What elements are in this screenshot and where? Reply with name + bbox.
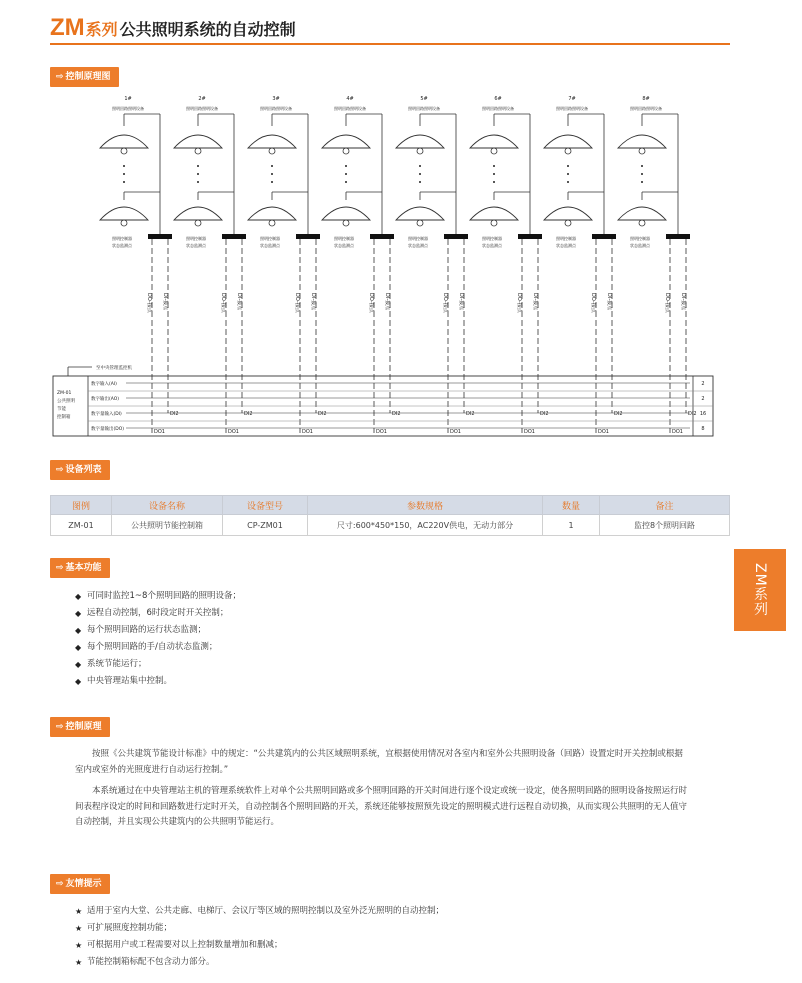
arrow-icon: ⇨ [56, 722, 64, 732]
tips-list [75, 903, 444, 971]
list-item [75, 639, 241, 656]
arrow-icon: ⇨ [56, 465, 64, 475]
title-zm: ZM [50, 14, 85, 41]
loop-number: 3# [272, 96, 280, 102]
star-bullet-icon: ★ [75, 907, 83, 916]
di-mark: DI2 [614, 411, 623, 417]
pendant-lamp-icon [470, 207, 518, 220]
di-mark: DI2 [688, 411, 697, 417]
signal-label-do: DO-接点 [146, 293, 152, 313]
list-item [75, 622, 241, 639]
relay-label: 照明控制器 [334, 236, 354, 241]
pendant-lamp-icon [100, 207, 148, 220]
relay-label: 照明控制器 [482, 236, 502, 241]
panel-row-label: 数字输入(AI) [91, 382, 117, 387]
pendant-lamp-icon [322, 207, 370, 220]
ellipsis-dot [123, 165, 125, 167]
ellipsis-dot [345, 173, 347, 175]
relay-label: 照明控制器 [112, 236, 132, 241]
star-bullet-icon: ★ [75, 924, 83, 933]
side-series-tab: ZM系列 [734, 549, 786, 631]
col-remark: 备注 [600, 496, 730, 515]
signal-label-di: DI-接点 [680, 293, 686, 311]
ellipsis-dot [123, 173, 125, 175]
ellipsis-dot [641, 181, 643, 183]
section-principle-header [50, 717, 110, 737]
feedback-label: 状态监测点 [112, 243, 132, 248]
loop-number: 7# [568, 96, 576, 102]
relay-bar [296, 234, 320, 239]
pendant-lamp-icon [248, 135, 296, 148]
cell-qty: 1 [543, 515, 600, 536]
pendant-lamp-icon [470, 135, 518, 148]
ellipsis-dot [567, 173, 569, 175]
diamond-bullet-icon: ◆ [75, 609, 82, 618]
control-diagram [50, 88, 730, 448]
pendant-lamp-icon [248, 207, 296, 220]
do-mark: DO1 [672, 429, 683, 435]
pendant-lamp-icon [396, 207, 444, 220]
ellipsis-dot [271, 173, 273, 175]
signal-label-di: DI-接点 [236, 293, 242, 311]
diamond-bullet-icon: ◆ [75, 592, 82, 601]
lamp-bulb-icon [565, 148, 571, 154]
relay-bar [444, 234, 468, 239]
loop-number: 6# [494, 96, 502, 102]
lamp-bulb-icon [121, 148, 127, 154]
lamp-bulb-icon [417, 220, 423, 226]
panel-row-label: 数字量输入(DI) [91, 412, 122, 417]
di-mark: DI2 [392, 411, 401, 417]
col-name: 设备名称 [112, 496, 223, 515]
section-devices-header [50, 460, 110, 480]
ellipsis-dot [271, 181, 273, 183]
signal-label-di: DI-接点 [162, 293, 168, 311]
ellipsis-dot [641, 165, 643, 167]
functions-list [75, 588, 241, 690]
function-text: 远程自动控制，6时段定时开关控制； [87, 608, 229, 618]
loop-number: 4# [346, 96, 354, 102]
title-main: 公共照明系统的自动控制 [119, 20, 296, 39]
diamond-bullet-icon: ◆ [75, 626, 82, 635]
signal-label-di: DI-接点 [384, 293, 390, 311]
list-item [75, 903, 444, 920]
signal-label-do: DO-接点 [664, 293, 670, 313]
section-principle-label: 控制原理 [65, 722, 102, 732]
loop-number: 1# [124, 96, 132, 102]
section-devices-label: 设备列表 [65, 465, 102, 475]
col-model: 设备型号 [223, 496, 308, 515]
loop-device-label: 照明回路照明设备 [260, 106, 292, 111]
lamp-bulb-icon [639, 220, 645, 226]
ellipsis-dot [419, 181, 421, 183]
ellipsis-dot [123, 181, 125, 183]
cell-spec: 尺寸:600*450*150，AC220V供电，无动力部分 [308, 515, 543, 536]
do-mark: DO1 [154, 429, 165, 435]
ellipsis-dot [567, 165, 569, 167]
pendant-lamp-icon [544, 135, 592, 148]
panel-row-count: 2 [701, 396, 705, 402]
lamp-bulb-icon [565, 220, 571, 226]
feedback-label: 状态监测点 [260, 243, 280, 248]
table-header-row [51, 496, 730, 515]
panel-title: ZM-01 [57, 391, 72, 396]
cell-name: 公共照明节能控制箱 [112, 515, 223, 536]
relay-bar [592, 234, 616, 239]
loop-device-label: 照明回路照明设备 [556, 106, 588, 111]
do-mark: DO1 [450, 429, 461, 435]
tip-text: 适用于室内大堂、公共走廊、电梯厅、会议厅等区域的照明控制以及室外泛光照明的自动控制； [87, 906, 445, 916]
list-item [75, 673, 241, 690]
bus-label: 至中央管理监控机 [96, 366, 132, 371]
relay-label: 照明控制器 [630, 236, 650, 241]
relay-label: 照明控制器 [260, 236, 280, 241]
relay-bar [148, 234, 172, 239]
signal-label-do: DO-接点 [442, 293, 448, 313]
di-mark: DI2 [540, 411, 549, 417]
di-mark: DI2 [466, 411, 475, 417]
ellipsis-dot [641, 173, 643, 175]
signal-label-di: DI-接点 [458, 293, 464, 311]
lamp-bulb-icon [343, 220, 349, 226]
lamp-bulb-icon [269, 148, 275, 154]
section-diagram-label: 控制原理图 [65, 72, 111, 82]
section-functions-label: 基本功能 [65, 563, 102, 573]
lamp-bulb-icon [195, 220, 201, 226]
loop-device-label: 照明回路照明设备 [334, 106, 366, 111]
panel-row-count: 2 [701, 381, 705, 387]
lamp-bulb-icon [491, 148, 497, 154]
pendant-lamp-icon [618, 207, 666, 220]
col-spec: 参数规格 [308, 496, 543, 515]
col-legend: 图例 [51, 496, 112, 515]
panel-title-3: 节能 [57, 407, 66, 412]
lamp-bulb-icon [639, 148, 645, 154]
title-rule [50, 43, 730, 45]
ellipsis-dot [197, 165, 199, 167]
lamp-bulb-icon [269, 220, 275, 226]
do-mark: DO1 [228, 429, 239, 435]
feedback-label: 状态监测点 [334, 243, 354, 248]
relay-label: 照明控制器 [408, 236, 428, 241]
relay-label: 照明控制器 [556, 236, 576, 241]
pendant-lamp-icon [174, 207, 222, 220]
relay-bar [222, 234, 246, 239]
relay-label: 照明控制器 [186, 236, 206, 241]
panel-title-4: 控制箱 [57, 415, 71, 420]
loop-device-label: 照明回路照明设备 [482, 106, 514, 111]
function-text: 每个照明回路的运行状态监测； [87, 625, 207, 635]
ellipsis-dot [419, 165, 421, 167]
panel-row-count: 16 [699, 411, 707, 417]
diamond-bullet-icon: ◆ [75, 660, 82, 669]
signal-label-do: DO-接点 [516, 293, 522, 313]
device-table [50, 495, 730, 536]
pendant-lamp-icon [618, 135, 666, 148]
ellipsis-dot [345, 181, 347, 183]
function-text: 每个照明回路的手/自动状态监测； [87, 642, 218, 652]
relay-bar [370, 234, 394, 239]
ellipsis-dot [419, 173, 421, 175]
arrow-icon: ⇨ [56, 72, 64, 82]
loop-device-label: 照明回路照明设备 [112, 106, 144, 111]
principle-paragraph-1: 按照《公共建筑节能设计标准》中的规定：“公共建筑内的公共区域照明系统，宜根据使用情况对各室内和室外公共照明设备（回路）设置定时开关控制或根据室内或室外的光照度进行自动运行控制。” [75, 749, 683, 775]
loop-number: 5# [420, 96, 428, 102]
lamp-bulb-icon [343, 148, 349, 154]
ellipsis-dot [567, 181, 569, 183]
cell-model: CP-ZM01 [223, 515, 308, 536]
col-qty: 数量 [543, 496, 600, 515]
list-item [75, 656, 241, 673]
function-text: 中央管理站集中控制。 [87, 676, 173, 686]
loop-number: 2# [198, 96, 206, 102]
relay-bar [666, 234, 690, 239]
di-mark: DI2 [170, 411, 179, 417]
lamp-bulb-icon [491, 220, 497, 226]
loop-device-label: 照明回路照明设备 [186, 106, 218, 111]
cell-legend: ZM-01 [51, 515, 112, 536]
ellipsis-dot [197, 181, 199, 183]
relay-bar [518, 234, 542, 239]
arrow-icon: ⇨ [56, 563, 64, 573]
diamond-bullet-icon: ◆ [75, 677, 82, 686]
signal-label-di: DI-接点 [606, 293, 612, 311]
signal-label-di: DI-接点 [310, 293, 316, 311]
loop-device-label: 照明回路照明设备 [408, 106, 440, 111]
section-tips-label: 友情提示 [65, 879, 102, 889]
list-item [75, 605, 241, 622]
function-text: 系统节能运行； [87, 659, 147, 669]
tip-text: 可根据用户或工程需要对以上控制数量增加和删减； [87, 940, 283, 950]
tip-text: 可扩展照度控制功能； [87, 923, 173, 933]
feedback-label: 状态监测点 [556, 243, 576, 248]
tip-text: 节能控制箱标配不包含动力部分。 [87, 957, 215, 967]
ellipsis-dot [493, 173, 495, 175]
do-mark: DO1 [598, 429, 609, 435]
list-item [75, 937, 444, 954]
panel-title-2: 公共照明 [57, 399, 75, 404]
ellipsis-dot [493, 181, 495, 183]
table-row [51, 515, 730, 536]
pendant-lamp-icon [174, 135, 222, 148]
feedback-label: 状态监测点 [482, 243, 502, 248]
signal-label-do: DO-接点 [220, 293, 226, 313]
di-mark: DI2 [318, 411, 327, 417]
section-functions-header [50, 558, 110, 578]
pendant-lamp-icon [544, 207, 592, 220]
star-bullet-icon: ★ [75, 941, 83, 950]
lamp-bulb-icon [195, 148, 201, 154]
ellipsis-dot [197, 173, 199, 175]
di-mark: DI2 [244, 411, 253, 417]
page-title [50, 14, 296, 44]
pendant-lamp-icon [322, 135, 370, 148]
lamp-bulb-icon [417, 148, 423, 154]
feedback-label: 状态监测点 [186, 243, 206, 248]
panel-row-label: 数字输出(AO) [91, 397, 120, 402]
function-text: 可同时监控1~8个照明回路的照明设备； [87, 591, 241, 601]
section-tips-header [50, 874, 110, 894]
ellipsis-dot [493, 165, 495, 167]
star-bullet-icon: ★ [75, 958, 83, 967]
loop-device-label: 照明回路照明设备 [630, 106, 662, 111]
signal-label-do: DO-接点 [368, 293, 374, 313]
signal-label-di: DI-接点 [532, 293, 538, 311]
do-mark: DO1 [376, 429, 387, 435]
ellipsis-dot [271, 165, 273, 167]
do-mark: DO1 [524, 429, 535, 435]
panel-row-count: 8 [701, 426, 705, 432]
feedback-label: 状态监测点 [630, 243, 650, 248]
signal-label-do: DO-接点 [590, 293, 596, 313]
pendant-lamp-icon [396, 135, 444, 148]
lamp-bulb-icon [121, 220, 127, 226]
title-series: 系列 [85, 20, 118, 39]
section-diagram-header [50, 67, 119, 87]
list-item [75, 954, 444, 971]
diamond-bullet-icon: ◆ [75, 643, 82, 652]
pendant-lamp-icon [100, 135, 148, 148]
arrow-icon: ⇨ [56, 879, 64, 889]
signal-label-do: DO-接点 [294, 293, 300, 313]
feedback-label: 状态监测点 [408, 243, 428, 248]
do-mark: DO1 [302, 429, 313, 435]
ellipsis-dot [345, 165, 347, 167]
cell-remark: 监控8个照明回路 [600, 515, 730, 536]
list-item [75, 920, 444, 937]
list-item [75, 588, 241, 605]
panel-row-label: 数字量输出(DO) [91, 427, 125, 432]
principle-paragraph-2: 本系统通过在中央管理站主机的管理系统软件上对单个公共照明回路或多个照明回路的开关时间进行逐个设定或统一设定，使各照明回路的照明设备按照运行时间表程序设定的时间和回路数进行定时开关，自动控制各个照明回路的开关，系统还能够按照预先设定的照明模式进行远程自动切换，从而实现公共照明的无人值守自动控制，并且实现公共建筑内的公共照明节能运行。 [75, 786, 688, 827]
loop-number: 8# [642, 96, 650, 102]
